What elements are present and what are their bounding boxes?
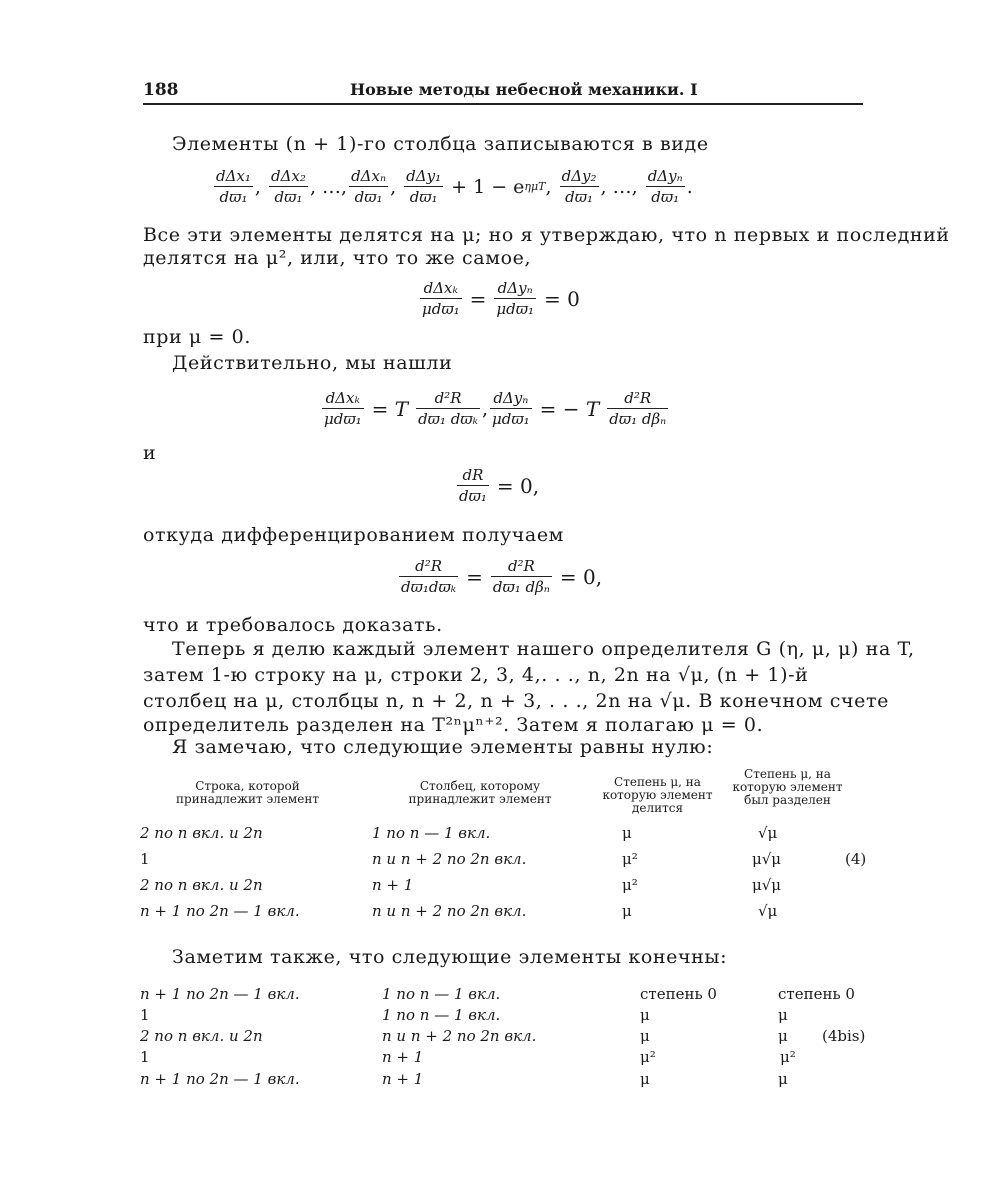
table1-label: (4) [845,850,867,868]
table2-cell: μ [640,1070,650,1088]
table1-cell: μ² [622,876,638,894]
table2-cell: n + 1 [382,1048,424,1066]
table2-cell: μ [778,1070,788,1088]
table2-cell: n и n + 2 по 2n вкл. [382,1027,537,1045]
table1-header-divided-by: Степень μ, на которую элемент делится [602,775,713,815]
table2-cell: 2 по n вкл. и 2n [140,1027,263,1045]
table2-cell: 1 [140,1048,150,1066]
table2-cell: μ [778,1027,788,1045]
table2-cell: μ [640,1027,650,1045]
table2-cell: степень 0 [640,985,717,1003]
table1-cell: μ√μ [752,850,782,868]
table1-cell: μ√μ [752,876,782,894]
paragraph-6: откуда дифференцированием получаем [143,524,565,546]
page-number: 188 [143,80,179,100]
table2-cell: 1 [140,1006,150,1024]
table1-cell: 1 [140,850,150,868]
table2-cell: μ [778,1006,788,1024]
table2-cell: μ [640,1006,650,1024]
paragraph-1: Элементы (n + 1)-го столбца записываются в виде [172,133,709,155]
table1-cell: √μ [758,824,778,842]
fraction: $\frac{\text{d²R}}{\text{dϖ₁ dβₙ}}$ [609,389,667,428]
equation-found: $\frac{\text{dΔxₖ}}{\text{μdϖ₁}}$ = T $\frac{\text{d²R}}{\text{dϖ₁ dϖₖ}}$ , $\frac{\text{dΔyₙ}}{\text{μdϖ₁}}$ = − T $\frac{\text{d²R}}{\text{dϖ₁ dβₙ}}$ [324,389,667,428]
table1-header-column: Столбец, которому принадлежит элемент [408,779,552,806]
table2-label: (4bis) [822,1027,866,1045]
header-rule [143,103,863,105]
equation-dr: $\frac{dR}{\text{dϖ₁}}$ = 0, [459,466,540,505]
table1-cell: n и n + 2 по 2n вкл. [372,850,527,868]
table1-header-was-divided: Степень μ, на которую элемент был разделен [732,767,843,807]
paragraph-8-line-2: затем 1-ю строку на μ, строки 2, 3, 4,. . ., n, 2n на √μ, (n + 1)-й [143,664,809,686]
equation-zero: $\frac{\text{dΔxₖ}}{\text{μdϖ₁}}$ = $\frac{\text{dΔyₙ}}{\text{μdϖ₁}}$ = 0 [422,279,580,318]
table1-cell: √μ [758,902,778,920]
paragraph-2-line-1: Все эти элементы делятся на μ; но я утверждаю, что n первых и последний [143,224,950,246]
fraction: $\frac{\text{d²R}}{\text{dϖ₁ dβₙ}}$ [492,557,550,596]
paragraph-4: Действительно, мы нашли [172,352,453,374]
fraction: $\frac{\text{dΔxₖ}}{\text{μdϖ₁}}$ [422,279,460,318]
table1-cell: μ² [622,850,638,868]
table1-header-row: Строка, которой принадлежит элемент [176,779,319,806]
paragraph-8-line-4: определитель разделен на T²ⁿμⁿ⁺². Затем я полагаю μ = 0. [143,714,764,736]
table2-cell: n + 1 по 2n — 1 вкл. [140,985,300,1003]
fraction: $\frac{\text{dΔx₂}}{\text{dϖ₁}}$ [271,167,306,206]
fraction: $\frac{\text{dΔy₁}}{\text{dϖ₁}}$ [406,167,442,206]
table1-cell: 1 по n — 1 вкл. [372,824,491,842]
fraction: $\frac{dR}{\text{dϖ₁}}$ [459,466,487,505]
fraction: $\frac{\text{dΔx₁}}{\text{dϖ₁}}$ [216,167,251,206]
running-title: Новые методы небесной механики. I [350,80,698,99]
fraction: $\frac{\text{dΔyₙ}}{\text{μdϖ₁}}$ [492,389,530,428]
table2-cell: μ² [640,1048,656,1066]
paragraph-10: Заметим также, что следующие элементы конечны: [172,946,728,968]
equation-d2r: $\frac{\text{d²R}}{\text{dϖ₁dϖₖ}}$ = $\frac{\text{d²R}}{\text{dϖ₁ dβₙ}}$ = 0, [401,557,603,596]
table2-cell: n + 1 по 2n — 1 вкл. [140,1070,300,1088]
table1-cell: μ [622,824,632,842]
fraction: $\frac{\text{dΔxₙ}}{\text{dϖ₁}}$ [351,167,387,206]
paragraph-9: Я замечаю, что следующие элементы равны нулю: [172,736,714,758]
equation-elements-row: $\frac{\text{dΔx₁}}{\text{dϖ₁}}$ , $\frac{\text{dΔx₂}}{\text{dϖ₁}}$ , …, $\frac{\text{dΔxₙ}}{\text{dϖ₁}}$ , $\frac{\text{dΔy₁}}{\text{dϖ₁}}$ + 1 − e ημT , $\frac{\text{dΔy₂}}{\text{dϖ₁}}$ , …, $\frac{\text{dΔyₙ}}{\text{dϖ₁}}$ . [216,167,693,206]
table1-cell: 2 по n вкл. и 2n [140,876,263,894]
paragraph-2-line-2: делятся на μ², или, что то же самое, [143,247,532,269]
table1-cell: n и n + 2 по 2n вкл. [372,902,527,920]
fraction: $\frac{\text{dΔyₙ}}{\text{dϖ₁}}$ [647,167,683,206]
table1-cell: 2 по n вкл. и 2n [140,824,263,842]
paragraph-8-line-3: столбец на μ, столбцы n, n + 2, n + 3, . . ., 2n на √μ. В конечном счете [143,690,889,712]
table2-cell: n + 1 [382,1070,424,1088]
paragraph-3: при μ = 0. [143,326,252,348]
table2-cell: 1 по n — 1 вкл. [382,985,501,1003]
table2-cell: μ² [780,1048,796,1066]
fraction: $\frac{\text{dΔxₖ}}{\text{μdϖ₁}}$ [324,389,362,428]
fraction: $\frac{\text{d²R}}{\text{dϖ₁dϖₖ}}$ [401,557,457,596]
table2-cell: степень 0 [778,985,855,1003]
fraction: $\frac{\text{dΔy₂}}{\text{dϖ₁}}$ [561,167,597,206]
paragraph-8-line-1: Теперь я делю каждый элемент нашего определителя G (η, μ, μ) на T, [172,638,915,660]
paragraph-7: что и требовалось доказать. [143,614,443,636]
table1-cell: n + 1 по 2n — 1 вкл. [140,902,300,920]
fraction: $\frac{\text{d²R}}{\text{dϖ₁ dϖₖ}}$ [418,389,478,428]
table1-cell: μ [622,902,632,920]
fraction: $\frac{\text{dΔyₙ}}{\text{μdϖ₁}}$ [496,279,534,318]
table2-cell: 1 по n — 1 вкл. [382,1006,501,1024]
table1-cell: n + 1 [372,876,414,894]
paragraph-5: и [143,442,157,464]
